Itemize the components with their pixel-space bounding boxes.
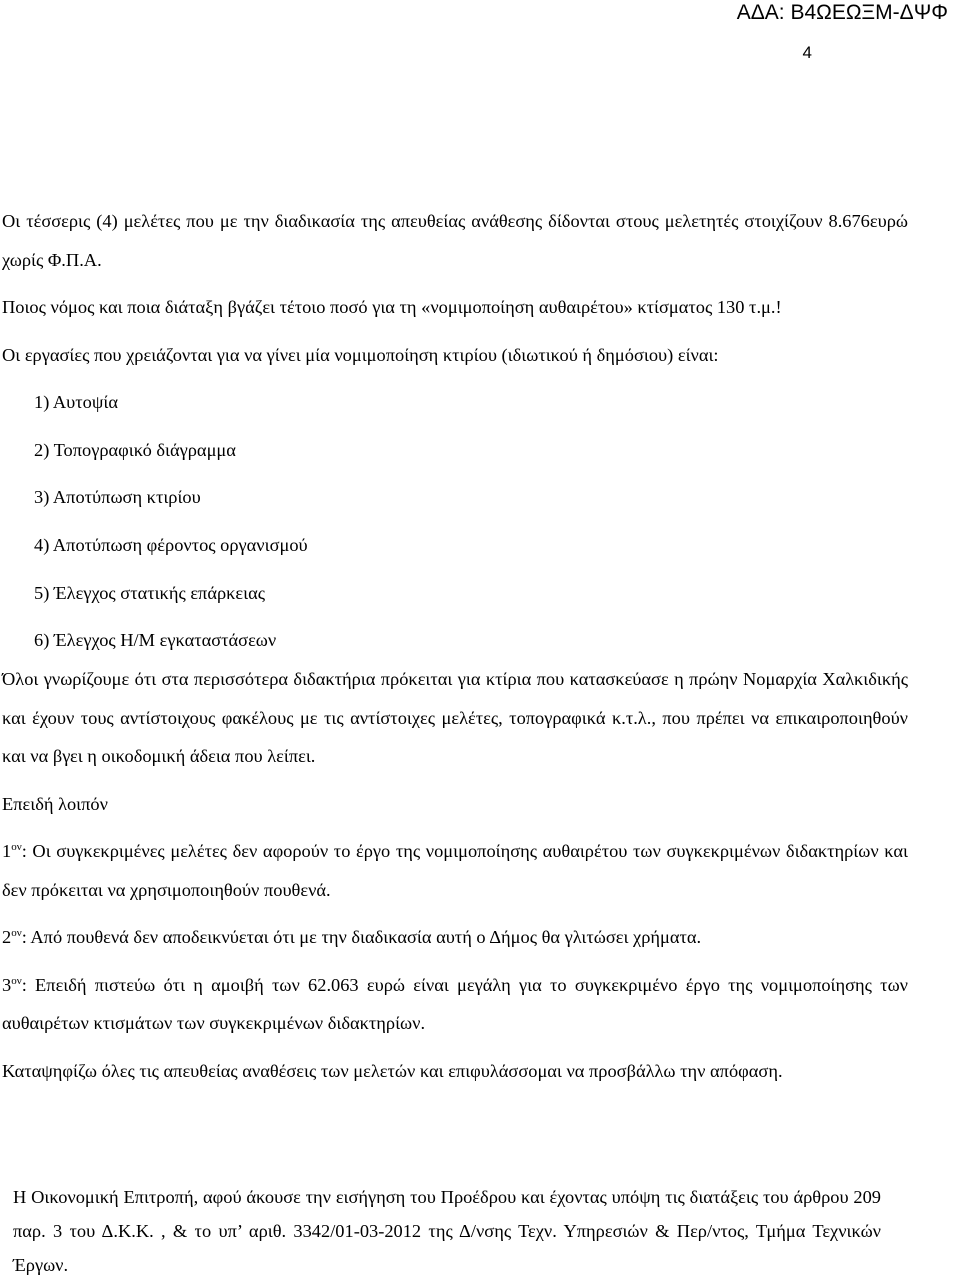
closing-statement — [13, 1180, 881, 1282]
list-item: 5) Έλεγχος στατικής επάρκειας — [34, 582, 265, 603]
ordinal-suffix: ον — [11, 974, 22, 987]
reason-number: 2 — [2, 927, 12, 948]
reason-text: : Από πουθενά δεν αποδεικνύεται ότι με την διαδικασία αυτή ο Δήμος θα γλιτώσει χρήματα. — [21, 927, 702, 948]
list-item: 2) Τοπογραφικό διάγραμμα — [34, 439, 236, 460]
list-item: 1) Αυτοψία — [34, 392, 118, 412]
reason-1 — [2, 832, 908, 909]
reason-number: 3 — [2, 974, 12, 995]
list-item: 4) Αποτύπωση φέροντος οργανισμού — [34, 535, 308, 556]
paragraph-vote-against: Καταψηφίζω όλες τις απευθείας αναθέσεις των μελετών και επιφυλάσσομαι να προσβάλλω την απόφαση. — [2, 1060, 783, 1081]
paragraph-school-buildings: Όλοι γνωρίζουμε ότι στα περισσότερα διδακτήρια πρόκειται για κτίρια που κατασκεύασε η πρώην Νομαρχία Χαλκιδικής και έχουν τους αντίστοιχους φακέλους με τις αντίστοιχες μελέτες, τοπογραφικά κ.τ.λ., που πρέπει να επικαιροποιηθούν και να βγει η οικοδομική άδεια που λείπει. — [2, 669, 908, 767]
reason-text: : Επειδή πιστεύω ότι η αμοιβή των 62.063 ευρώ είναι μεγάλη για το συγκεκριμένο έργο της νομιμοποίησης των αυθαιρέτων κτισμάτων των συγκεκριμένων διδακτηρίων. — [2, 974, 908, 1034]
list-item: 6) Έλεγχος Η/Μ εγκαταστάσεων — [34, 630, 277, 651]
page-number: 4 — [802, 43, 812, 62]
ada-code: ΑΔΑ: Β4ΩΕΩΞΜ-ΔΨΦ — [736, 1, 948, 24]
ordinal-suffix: ον — [11, 927, 22, 940]
reason-number: 1 — [2, 841, 12, 862]
ordinal-suffix: ον — [11, 841, 22, 854]
reason-text: : Οι συγκεκριμένες μελέτες δεν αφορούν το έργο της νομιμοποίησης αυθαιρέτου των συγκεκριμένων διδακτηρίων και δεν πρόκειται να χρησιμοποιηθούν πουθενά. — [2, 841, 908, 900]
closing-text: Η Οικονομική Επιτροπή, αφού άκουσε την εισήγηση του Προέδρου και έχοντας υπόψη τις διατάξεις του άρθρου 209 παρ. 3 του Δ.Κ.Κ. , & το υπ’ αριθ. 3342/01-03-2012 της Δ/νσης Τεχν. Υπηρεσιών & Περ/ντος, Τμήμα Τεχνικών Έργων. — [13, 1187, 881, 1275]
document-body — [2, 202, 908, 1090]
paragraph-studies-cost: Οι τέσσερις (4) μελέτες που με την διαδικασία της απευθείας ανάθεσης δίδονται στους μελετητές στοιχίζουν 8.676ευρώ χωρίς Φ.Π.Α. — [2, 211, 908, 270]
works-list — [2, 383, 908, 660]
paragraph-works-intro: Οι εργασίες που χρειάζονται για να γίνει μία νομιμοποίηση κτιρίου (ιδιωτικού ή δημόσιου) είναι: — [2, 344, 719, 365]
reason-3 — [2, 966, 908, 1043]
reason-2 — [2, 918, 908, 957]
list-item: 3) Αποτύπωση κτιρίου — [34, 487, 201, 508]
paragraph-therefore: Επειδή λοιπόν — [2, 793, 108, 814]
paragraph-question: Ποιος νόμος και ποια διάταξη βγάζει τέτοιο ποσό για τη «νομιμοποίηση αυθαιρέτου» κτίσματος 130 τ.μ.! — [2, 297, 782, 317]
